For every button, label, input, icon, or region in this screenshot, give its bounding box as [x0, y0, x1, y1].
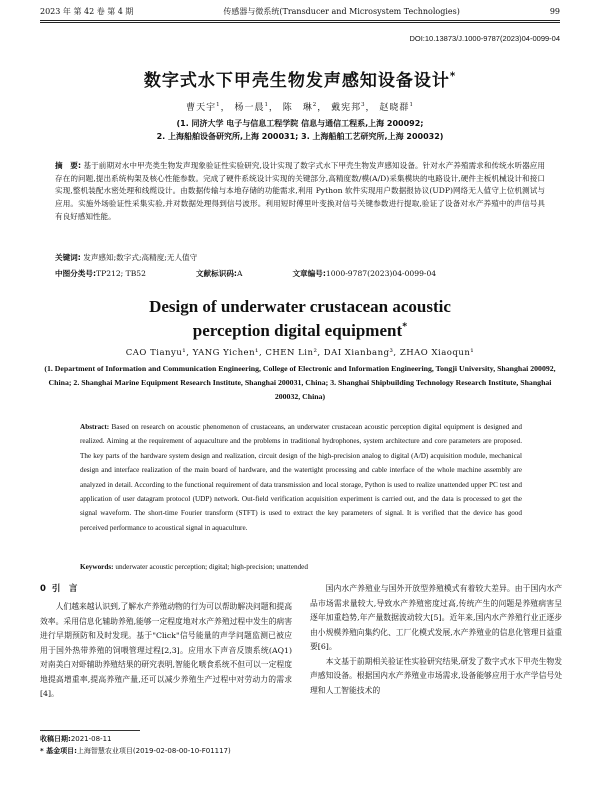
en-keywords: [80, 563, 522, 571]
en-title: [0, 295, 600, 343]
cn-affiliation-line-1: (1. 同济大学 电子与信息工程学院 信息与通信工程系,上海 200092;: [176, 119, 424, 128]
intro-paragraph-2: 国内水产养殖业与国外开放型养殖模式有着较大差异。由于国内水产品市场需求量较大,导致水产养殖密度过高,传统产生的问题是养殖病害呈逐年加重趋势,年产量数据波动较大[5]。近年来,国内水产养殖行业正逐步由小规模养殖向集约化、工厂化模式发展,水产养殖业的信息化管理日益重要[6]。: [310, 584, 562, 651]
en-authors: CAO Tianyu¹, YANG Yichen¹, CHEN Lin², DAI Xianbang³, ZHAO Xiaoqun¹: [125, 348, 475, 358]
en-abstract: [80, 420, 522, 535]
footnote-fund: * 基金项目:上海智慧农业项目(2019-02-08-00-10-F01117): [40, 747, 231, 755]
cn-title-mark: *: [449, 71, 457, 83]
header-rule: [40, 20, 560, 21]
cn-abstract-text: 基于前期对水中甲壳类生物发声现象验证性实验研究,设计实现了数字式水下甲壳生物发声感知设备。针对水产养殖需求和传统水听器应用存在的问题,提出系统构架及核心性能参数。完成了硬件系统设计实现的关键部分,高精度数/模(A/D)采集模块的电路设计,硬件主板机械设计和接口实现,整机装配水密处理和线缆设计。由数据传输与本地存储的功能需求,利用 Python 软件实现用户数据报协议(UDP)网络无人值守上位机测试与应用。实施外场验证性采集实验,并对数据处理得到信号波形。利用短时傅里叶变换对信号关键参数进行提取,验证了设备对水产养殖中的声信号具有良好感知性能。: [55, 161, 545, 221]
header-rule-thin: [40, 22, 560, 23]
cn-classification-row: [55, 268, 545, 279]
en-affiliations: (1. Department of Information and Communication Engineering, College of Electronic and Information Engineering, Tongji University, Shanghai 200092, China; 2. Shanghai Marine Equipment Research Institute, Shanghai 200031, China; 3. Shanghai Shipbuilding Technology Research Institute, Shanghai 200032, China): [44, 364, 556, 401]
footnote-rule: [40, 730, 140, 731]
en-title-line-1: Design of underwater crustacean acoustic: [149, 297, 451, 316]
cn-keywords-text: 发声感知;数字式;高精度;无人值守: [83, 253, 198, 262]
cn-authors: 曹天宇$^1$， 杨一晨$^1$， 陈 琳$^2$， 戴宪邦$^3$， 赵晓群$^1$: [186, 102, 414, 113]
author: 赵晓群$^1$: [379, 102, 414, 113]
doi: DOI:10.13873/J.1000-9787(2023)04-0099-04: [409, 34, 560, 43]
cn-abstract: [55, 160, 545, 224]
author: 杨一晨$^1$: [234, 102, 269, 113]
doc-code: 文献标识码:A: [195, 269, 243, 278]
cn-affiliation-line-2: 2. 上海船舶设备研究所,上海 200031; 3. 上海船舶工艺研究所,上海 200032): [156, 132, 444, 141]
en-title-line-2: perception digital equipment*: [192, 321, 408, 340]
intro-paragraph-1: 人们越来越认识到,了解水产养殖动物的行为可以帮助解决问题和提高效率。采用信息化辅助养殖,能够一定程度地对水产养殖过程中发生的病害进行早期预防和及时发现。基于"Click"信号能量的声学问题监测已被应用于国外热带养殖的饲喂管理过程[2,3]。应用水下声音反馈系统(AQ1)对南美白对虾辅助养殖结果的研究表明,智能化喂食系统不但可以一定程度地提高增重率,提高养殖产量,还可以减少养殖生产过程中对劳动力的需求[4]。: [40, 602, 292, 698]
article-number: 文章编号:1000-9787(2023)04-0099-04: [292, 269, 437, 278]
issue-info: 2023 年 第 42 卷 第 4 期: [40, 6, 134, 16]
author: 戴宪邦$^3$: [331, 102, 366, 113]
cn-title: [0, 66, 600, 91]
running-header: [40, 4, 560, 18]
en-keywords-text: underwater acoustic perception; digital; high-precision; unattended: [115, 563, 308, 571]
en-keywords-label: Keywords:: [80, 563, 114, 571]
body-column-left: [40, 582, 292, 702]
cn-keywords: [55, 252, 545, 265]
cn-title-text: 数字式水下甲壳生物发声感知设备设计: [143, 71, 450, 91]
cn-abstract-label: 摘 要:: [55, 161, 81, 170]
clc-number: 中图分类号:TP212; TB52: [55, 269, 146, 278]
body-column-right: [310, 582, 562, 698]
en-abstract-label: Abstract:: [80, 423, 110, 431]
author: 曹天宇$^1$: [186, 102, 221, 113]
page-number: 99: [549, 6, 560, 16]
intro-paragraph-3: 本文基于前期相关验证性实验研究结果,研发了数字式水下甲壳生物发声感知设备。根据国内水产养殖业市场需求,设备能够应用于水产学信号处理和人工智能技术的: [310, 656, 562, 695]
footnote-received: 收稿日期:2021-08-11: [40, 735, 112, 743]
cn-keywords-label: 关键词:: [55, 253, 81, 262]
journal-name: 传感器与微系统(Transducer and Microsystem Technologies): [223, 6, 460, 16]
en-abstract-text: Based on research on acoustic phenomenon of crustaceans, an underwater crustacean acoustic perception digital equipment is designed and realized. Aiming at the requirement of aquaculture and the problems in traditional hydrophones, system architecture and core parameters are proposed. The key parts of the hardware system design and realization, circuit design of the high-precision analog to digital (A/D) acquisition module, mechanical design and interface realization of the main board of hardware, and the watertight processing and cable interface of the whole machine assembly are analyzed in detail. According to the functional requirement of data transmission and local storage, Python is used to realize unattended upper PC test and application of user datagram protocol (UDP) network. Out-field verification acquisition experiment is carried out, and the data is processed to get the signal waveform. The short-time Fourier transform (STFT) is used to extract the key parameters of signal. It is verified that the device has good perceived performance to acoustical signal in aquaculture.: [80, 423, 522, 532]
author: 陈 琳$^2$: [282, 102, 318, 113]
section-heading: 0 引 言: [40, 584, 78, 594]
